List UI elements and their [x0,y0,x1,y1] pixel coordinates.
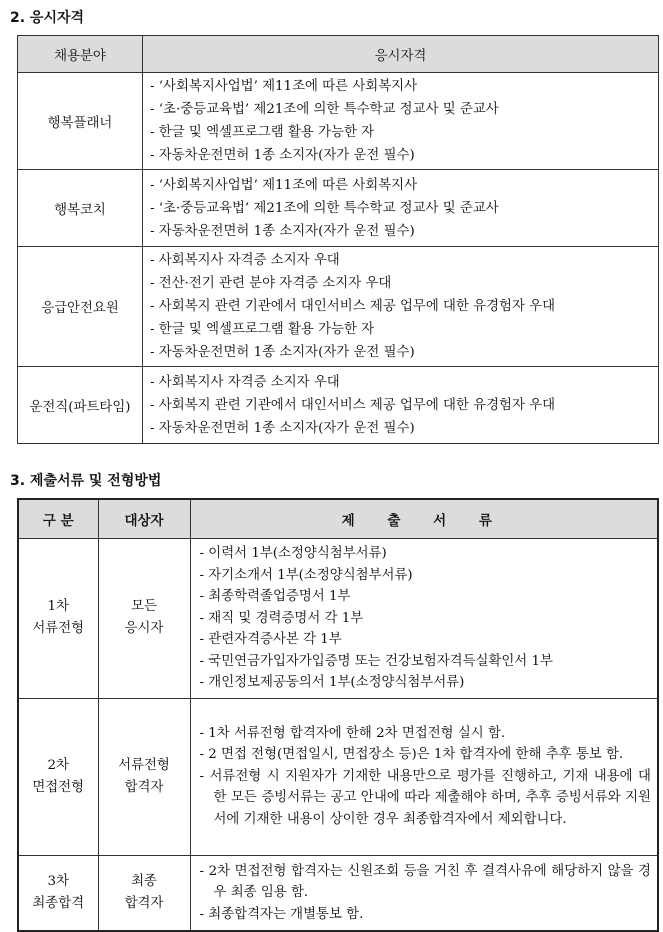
list-item: - ‘초·중등교육법’ 제21조에 의한 특수학교 정교사 및 준교사 [150,102,499,117]
field-cell: 응급안전요원 [18,247,143,367]
list-item: - 자동차운전면허 1종 소지자(자가 운전 필수) [150,420,415,436]
table-row [18,170,659,247]
target-line: 모든 [131,599,157,615]
eligibility-cell [143,73,659,170]
stage-number: 2차 [47,757,69,773]
stage-cell [18,539,98,699]
header-field: 채용분야 [18,36,143,73]
stage-name: 서류전형 [32,621,85,637]
list-item: - 자동차운전면허 1종 소지자(자가 운전 필수) [150,148,415,163]
header-documents: 제 출 서 류 [190,499,658,539]
eligibility-cell [143,170,659,247]
stage-cell [18,855,98,931]
list-item: - 최종합격자는 개별통보 함. [199,906,364,922]
table-row [18,367,659,444]
list-item: - ‘사회복지사업법’ 제11조에 따른 사회복지사 [150,79,418,94]
list-item: - 자동차운전면허 1종 소지자(자가 운전 필수) [150,345,415,360]
table-row [18,247,659,367]
target-line: 응시자 [124,621,164,637]
stage-cell [18,698,98,855]
list-item: - 사회복지 관련 기관에서 대인서비스 제공 업무에 대한 유경험자 우대 [150,299,556,314]
header-stage: 구 분 [18,499,98,539]
field-cell: 행복플래너 [18,73,143,170]
field-cell: 운전직(파트타임) [18,367,143,444]
eligibility-cell [143,247,659,367]
header-target: 대상자 [98,499,190,539]
list-item: - ‘초·중등교육법’ 제21조에 의한 특수학교 정교사 및 준교사 [150,200,499,216]
list-item: - 자기소개서 1부(소정양식첨부서류) [199,567,413,583]
stage-name: 최종합격 [32,895,85,911]
list-item: - 2차 면접전형 합격자는 신원조회 등을 거친 후 결격사유에 해당하지 않을 경우 최종 임용 함. [199,863,651,900]
list-item: - 최종학력졸업증명서 1부 [199,589,351,604]
target-line: 서류전형 [118,757,170,773]
table-row [18,539,658,699]
list-item: - 재직 및 경력증명서 각 1부 [199,610,364,626]
list-item: - 한글 및 엑셀프로그램 활용 가능한 자 [150,125,375,140]
stage-number: 3차 [47,873,69,889]
documents-cell [190,539,658,699]
target-cell [98,698,190,855]
table-row [18,855,658,931]
list-item: - 개인정보제공동의서 1부(소정양식첨부서류) [199,675,465,690]
list-item: - 자동차운전면허 1종 소지자(자가 운전 필수) [150,223,415,239]
header-eligibility: 응시자격 [143,36,659,73]
list-item: - 사회복지사 자격증 소지자 우대 [150,374,340,390]
table-row [18,698,658,855]
section-3-title: 3. 제출서류 및 전형방법 [10,473,162,489]
eligibility-table [17,35,659,444]
documents-cell [190,698,658,855]
list-item: - 1차 서류전형 합격자에 한해 2차 면접전형 실시 함. [199,725,506,741]
target-line: 최종 [131,873,157,889]
documents-cell [190,855,658,931]
table-row [18,73,659,170]
list-item: - 관련자격증사본 각 1부 [199,632,342,647]
target-line: 합격자 [124,779,164,795]
table-header-row [18,36,659,73]
list-item: - 사회복지사 자격증 소지자 우대 [150,253,340,268]
documents-table [17,498,659,932]
list-item: - 한글 및 엑셀프로그램 활용 가능한 자 [150,322,375,337]
stage-number: 1차 [47,599,69,615]
list-item: - 이력서 1부(소정양식첨부서류) [199,546,387,561]
list-item: - 서류전형 시 지원자가 기재한 내용만으로 평가를 진행하고, 기재 내용에 대한 모든 증빙서류는 공고 안내에 따라 제출해야 하며, 추후 증빙서류와 지원서에 기재한 내용이 상이한 경우 최종합격자에서 제외합니다. [199,768,651,827]
stage-name: 면접전형 [32,779,85,795]
target-cell [98,855,190,931]
table-header-row [18,499,658,539]
list-item: - ‘사회복지사업법’ 제11조에 따른 사회복지사 [150,177,418,193]
field-cell: 행복코치 [18,170,143,247]
list-item: - 2 면접 전형(면접일시, 면접장소 등)은 1차 합격자에 한해 추후 통보 함. [199,747,624,763]
list-item: - 전산·전기 관련 분야 자격증 소지자 우대 [150,276,392,291]
eligibility-cell [143,367,659,444]
section-2-title: 2. 응시자격 [10,10,85,26]
target-cell [98,539,190,699]
target-line: 합격자 [124,895,164,911]
list-item: - 사회복지 관련 기관에서 대인서비스 제공 업무에 대한 유경험자 우대 [150,397,556,413]
list-item: - 국민연금가입자가입증명 또는 건강보험자격득실확인서 1부 [199,653,553,669]
